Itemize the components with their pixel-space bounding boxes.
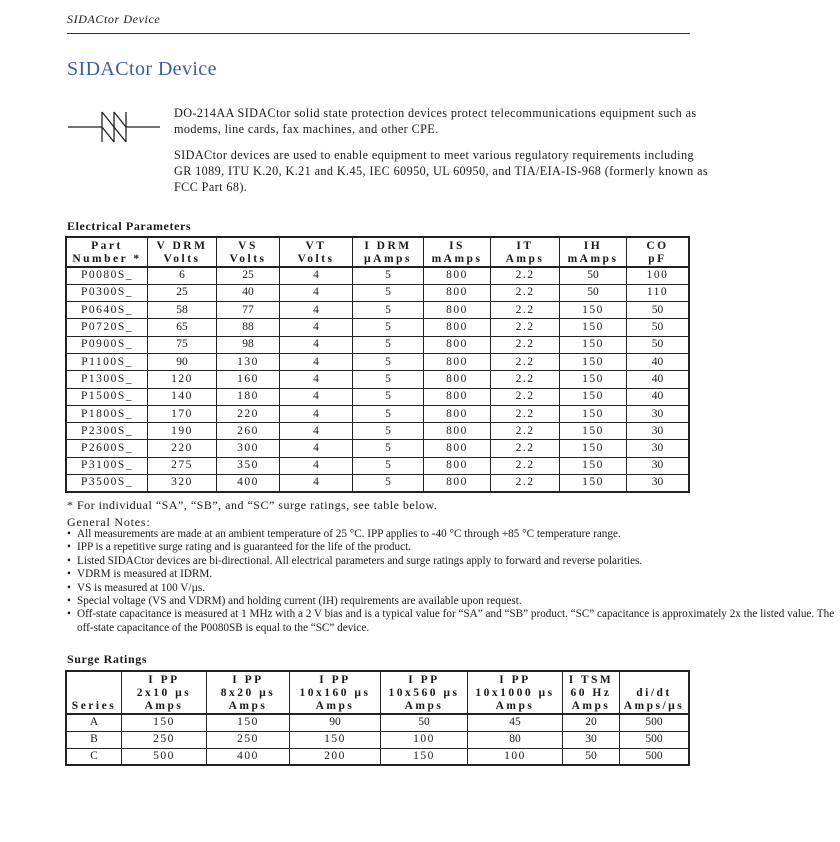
table-row [66,319,689,336]
table-row [66,714,689,731]
table-cell: 45 [468,714,563,731]
column-header: IS mAmps [424,237,491,267]
electrical-parameters-title: Electrical Parameters [67,219,192,233]
table-cell: P0080S_ [66,267,148,284]
table-cell: 90 [290,714,381,731]
note-item: • Listed SIDACtor devices are bi-directional. All electrical parameters and surge ratings apply to forward and reverse polarities. [67,555,837,568]
table-row [66,475,689,492]
table-cell: 4 [280,336,353,353]
table-row [66,371,689,388]
note-item: • All measurements are made at an ambient temperature of 25 °C. IPP applies to -40 °C through +85 °C temperature range. [67,528,837,541]
table-cell: 2.2 [491,405,560,422]
column-header: I PP 8x20 µs Amps [207,671,290,714]
surge-ratings-table [65,670,690,766]
table-cell: 160 [217,371,280,388]
table-cell: 150 [560,371,627,388]
table-row [66,405,689,422]
table-cell: 150 [560,388,627,405]
table-cell: 100 [468,748,563,765]
column-header: IH mAmps [560,237,627,267]
table-cell: 120 [148,371,217,388]
table-cell: 150 [381,748,468,765]
table-cell: 25 [148,284,217,301]
table-cell: 400 [217,475,280,492]
table-cell: 150 [290,731,381,748]
note-item: • Special voltage (VS and VDRM) and holding current (IH) requirements are available upon request. [67,595,837,608]
table-cell: 5 [353,319,424,336]
table-row [66,284,689,301]
table-cell: P3500S_ [66,475,148,492]
table-row [66,302,689,319]
table-row [66,353,689,370]
table-cell: 4 [280,440,353,457]
column-header: IT Amps [491,237,560,267]
table-cell: 50 [627,302,690,319]
table-cell: 100 [627,267,690,284]
table-cell: P2300S_ [66,423,148,440]
table-cell: P0720S_ [66,319,148,336]
intro-text [174,105,714,205]
column-header: di/dt Amps/µs [620,671,690,714]
table-cell: 5 [353,353,424,370]
note-item: • VDRM is measured at IDRM. [67,568,837,581]
table-cell: P3100S_ [66,457,148,474]
table-cell: 77 [217,302,280,319]
column-header: I DRM µAmps [353,237,424,267]
table-cell: 2.2 [491,440,560,457]
column-header: Part Number * [66,237,148,267]
table-cell: 25 [217,267,280,284]
table-cell: 2.2 [491,371,560,388]
table-cell: 800 [424,267,491,284]
table-row [66,267,689,284]
table-cell: 4 [280,475,353,492]
table-cell: 2.2 [491,475,560,492]
intro-paragraph: DO-214AA SIDACtor solid state protection devices protect telecommunications equipment such as modems, line cards, fax machines, and other CPE. [174,106,697,136]
table-cell: 5 [353,371,424,388]
table-cell: 2.2 [491,388,560,405]
table-cell: 4 [280,302,353,319]
table-cell: 800 [424,302,491,319]
table-cell: 40 [627,388,690,405]
column-header: Series [66,671,122,714]
column-header: VT Volts [280,237,353,267]
table-row [66,388,689,405]
table-cell: 800 [424,284,491,301]
surge-ratings-title: Surge Ratings [67,652,148,666]
column-header: I TSM 60 Hz Amps [563,671,620,714]
table-cell: 150 [122,714,207,731]
table-cell: 2.2 [491,267,560,284]
table-cell: 2.2 [491,336,560,353]
table-cell: 220 [148,440,217,457]
table-cell: 2.2 [491,423,560,440]
table-cell: 50 [627,336,690,353]
table-row [66,423,689,440]
table-row [66,748,689,765]
table-cell: B [66,731,122,748]
table-cell: 150 [560,302,627,319]
table-cell: P0300S_ [66,284,148,301]
column-header: CO pF [627,237,690,267]
table-cell: 2.2 [491,302,560,319]
table-cell: 30 [627,440,690,457]
table-cell: 250 [122,731,207,748]
table-cell: 800 [424,405,491,422]
table-cell: 30 [627,405,690,422]
table-cell: 150 [560,475,627,492]
table-cell: 2.2 [491,353,560,370]
table-cell: 800 [424,353,491,370]
general-notes-list [67,528,837,635]
table-cell: 150 [207,714,290,731]
table-cell: 30 [627,457,690,474]
table-cell: P1100S_ [66,353,148,370]
table-cell: 6 [148,267,217,284]
table-cell: 140 [148,388,217,405]
table-row [66,457,689,474]
table-cell: 50 [560,284,627,301]
table-cell: 4 [280,405,353,422]
table-cell: 190 [148,423,217,440]
page-title: SIDACtor Device [67,58,217,80]
intro-paragraph: SIDACtor devices are used to enable equipment to meet various regulatory requirements including GR 1089, ITU K.20, K.21 and K.45, IEC 60950, UL 60950, and TIA/EIA-IS-968 (formerly known as FCC Part 68). [174,148,709,194]
table-cell: 50 [627,319,690,336]
sidactor-schematic-symbol-icon [68,108,160,148]
table-cell: 5 [353,475,424,492]
table-cell: P0640S_ [66,302,148,319]
table-cell: 5 [353,284,424,301]
table-cell: 5 [353,405,424,422]
note-item: • Off-state capacitance is measured at 1 MHz with a 2 V bias and is a typical value for “SA” and “SB” product. “SC” capacitance is approximately 2x the listed value. The off-state capacitance of the P0080SB is equal to the “SC” device. [67,608,837,635]
table-cell: 150 [560,457,627,474]
table-cell: 90 [148,353,217,370]
table-cell: 100 [381,731,468,748]
table-cell: 500 [620,731,690,748]
column-header: I PP 10x560 µs Amps [381,671,468,714]
table-cell: 150 [560,353,627,370]
table-cell: 150 [560,440,627,457]
table-cell: 40 [217,284,280,301]
table-row [66,336,689,353]
table-cell: 250 [207,731,290,748]
table-cell: 800 [424,319,491,336]
table-cell: 50 [560,267,627,284]
running-header: SIDACtor Device [67,12,161,26]
table-cell: P0900S_ [66,336,148,353]
table-cell: 5 [353,423,424,440]
table-cell: 88 [217,319,280,336]
table-cell: P1500S_ [66,388,148,405]
table-cell: 130 [217,353,280,370]
table-cell: 4 [280,353,353,370]
table-cell: 500 [620,714,690,731]
table-cell: 4 [280,388,353,405]
note-item: • VS is measured at 100 V/µs. [67,582,837,595]
table-cell: 275 [148,457,217,474]
general-notes-title: General Notes: [67,515,151,529]
table-cell: 30 [627,423,690,440]
table-cell: 2.2 [491,457,560,474]
table-cell: 50 [563,748,620,765]
table-cell: 5 [353,302,424,319]
table-cell: C [66,748,122,765]
column-header: V DRM Volts [148,237,217,267]
table-cell: 150 [560,319,627,336]
table-cell: P1800S_ [66,405,148,422]
table-cell: 98 [217,336,280,353]
table-cell: 5 [353,440,424,457]
table-cell: 4 [280,267,353,284]
table-cell: 170 [148,405,217,422]
table-cell: 2.2 [491,319,560,336]
table-cell: 5 [353,336,424,353]
table-cell: 4 [280,319,353,336]
table-cell: 2.2 [491,284,560,301]
surge-footnote: * For individual “SA”, “SB”, and “SC” surge ratings, see table below. [67,498,438,512]
table-cell: 4 [280,284,353,301]
table-cell: 200 [290,748,381,765]
table-cell: 20 [563,714,620,731]
column-header: I PP 10x1000 µs Amps [468,671,563,714]
table-cell: 110 [627,284,690,301]
table-cell: 80 [468,731,563,748]
table-cell: 800 [424,371,491,388]
table-cell: 220 [217,405,280,422]
table-cell: 40 [627,353,690,370]
note-item: • IPP is a repetitive surge rating and is guaranteed for the life of the product. [67,541,837,554]
table-cell: 4 [280,457,353,474]
table-cell: 500 [122,748,207,765]
table-cell: 400 [207,748,290,765]
table-cell: 5 [353,457,424,474]
table-row [66,731,689,748]
table-cell: A [66,714,122,731]
column-header: I PP 2x10 µs Amps [122,671,207,714]
table-cell: 40 [627,371,690,388]
table-cell: 260 [217,423,280,440]
table-cell: 50 [381,714,468,731]
table-cell: 58 [148,302,217,319]
table-cell: 800 [424,423,491,440]
table-cell: 30 [627,475,690,492]
table-cell: 180 [217,388,280,405]
column-header: VS Volts [217,237,280,267]
table-cell: 800 [424,440,491,457]
table-cell: 800 [424,388,491,405]
table-cell: 4 [280,423,353,440]
table-cell: 30 [563,731,620,748]
table-cell: P1300S_ [66,371,148,388]
table-cell: 300 [217,440,280,457]
table-cell: 320 [148,475,217,492]
table-cell: 5 [353,267,424,284]
table-header-row [66,237,689,267]
column-header: I PP 10x160 µs Amps [290,671,381,714]
header-rule [67,33,690,34]
table-cell: 5 [353,388,424,405]
table-cell: P2600S_ [66,440,148,457]
electrical-parameters-table [65,236,690,493]
table-cell: 800 [424,475,491,492]
table-cell: 150 [560,336,627,353]
table-cell: 500 [620,748,690,765]
table-cell: 350 [217,457,280,474]
table-cell: 800 [424,457,491,474]
table-row [66,440,689,457]
table-cell: 150 [560,405,627,422]
table-cell: 150 [560,423,627,440]
table-header-row [66,671,689,714]
table-cell: 75 [148,336,217,353]
table-cell: 65 [148,319,217,336]
table-cell: 800 [424,336,491,353]
table-cell: 4 [280,371,353,388]
